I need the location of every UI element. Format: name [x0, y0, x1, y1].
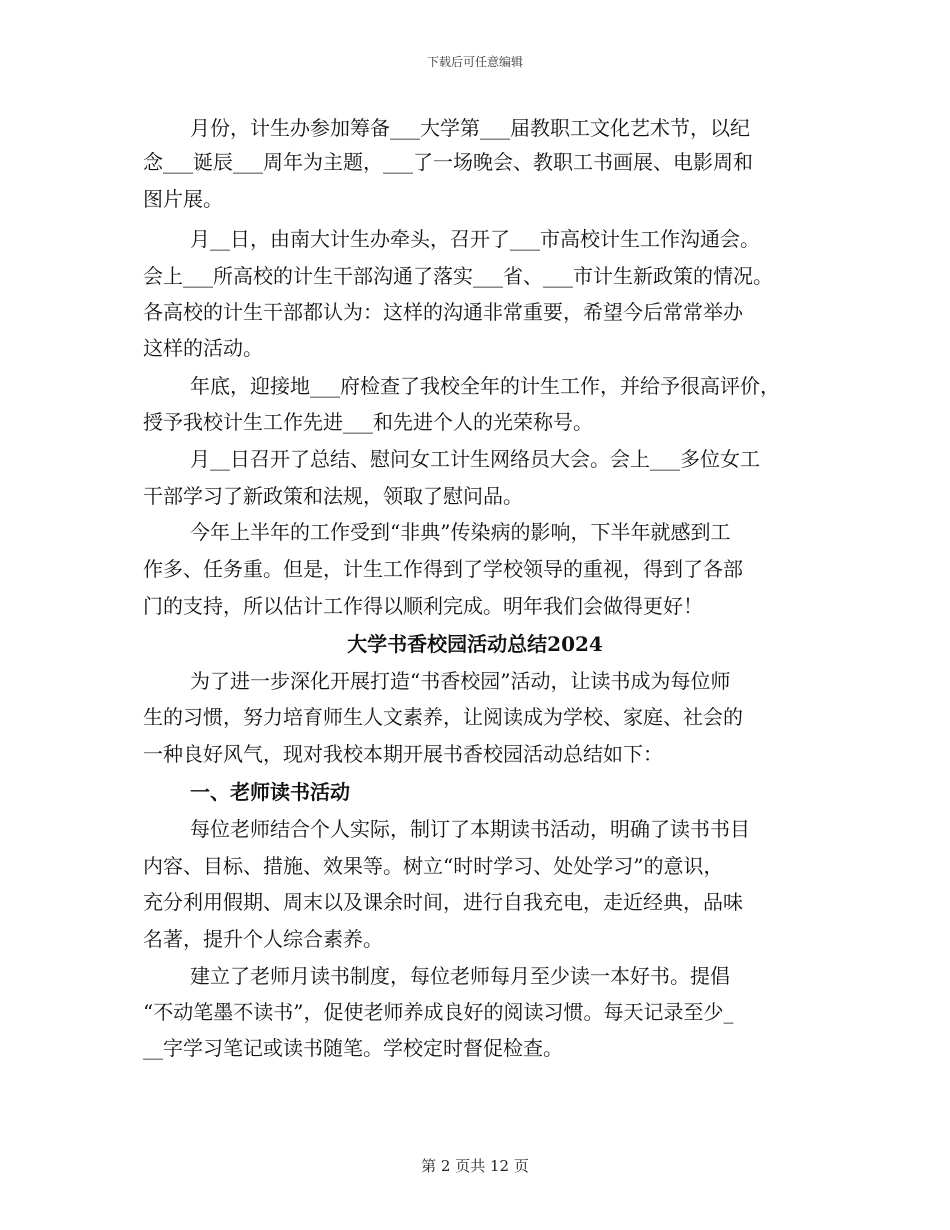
subheading: 一、老师读书活动	[190, 780, 350, 804]
body-line: 每位老师结合个人实际，制订了本期读书活动，明确了读书书目	[190, 817, 750, 841]
body-line: 为了进一步深化开展打造“书香校园”活动，让读书成为每位师	[190, 669, 731, 693]
body-line: 作多、任务重。但是，计生工作得到了学校领导的重视，得到了各部	[143, 557, 743, 581]
body-line: 生的习惯，努力培育师生人文素养，让阅读成为学校、家庭、社会的	[143, 705, 743, 729]
body-line: 内容、目标、措施、效果等。树立“时时学习、处处学习”的意识，	[143, 854, 724, 878]
body-line: 念___诞辰___周年为主题，___了一场晚会、教职工书画展、电影周和	[143, 150, 753, 174]
body-line: 今年上半年的工作受到“非典”传染病的影响，下半年就感到工	[190, 520, 731, 544]
body-line: 会上___所高校的计生干部沟通了落实___省、___市计生新政策的情况。	[143, 264, 773, 288]
body-line: 图片展。	[143, 187, 223, 211]
page-footer: 第 2 页共 12 页	[421, 1157, 529, 1175]
body-line: 一种良好风气，现对我校本期开展书香校园活动总结如下：	[143, 742, 663, 766]
body-line: 年底，迎接地___府检查了我校全年的计生工作，并给予很高评价，	[190, 374, 780, 398]
section-title: 大学书香校园活动总结2024	[347, 632, 603, 656]
body-line: 各高校的计生干部都认为：这样的沟通非常重要，希望今后常常举办	[143, 300, 743, 324]
body-line: 月__日召开了总结、慰问女工计生网络员大会。会上___多位女工	[190, 447, 760, 471]
body-line: 月份，计生办参加筹备___大学第___届教职工文化艺术节，以纪	[190, 116, 750, 140]
body-line: 干部学习了新政策和法规，领取了慰问品。	[143, 484, 523, 508]
body-line: 这样的活动。	[143, 336, 263, 360]
body-line: __字学习笔记或读书随笔。学校定时督促检查。	[143, 1036, 563, 1060]
page-header: 下载后可任意编辑	[426, 55, 523, 69]
body-line: 门的支持，所以估计工作得以顺利完成。明年我们会做得更好！	[143, 594, 703, 618]
body-line: 建立了老师月读书制度，每位老师每月至少读一本好书。提倡	[190, 964, 730, 988]
body-line: 授予我校计生工作先进___和先进个人的光荣称号。	[143, 410, 593, 434]
body-line: 充分利用假期、周末以及课余时间，进行自我充电，走近经典，品味	[143, 890, 743, 914]
body-line: “不动笔墨不读书”，促使老师养成良好的阅读习惯。每天记录至少_	[143, 1000, 734, 1024]
body-line: 名著，提升个人综合素养。	[143, 927, 383, 951]
body-line: 月__日，由南大计生办牵头，召开了___市高校计生工作沟通会。	[190, 227, 760, 251]
